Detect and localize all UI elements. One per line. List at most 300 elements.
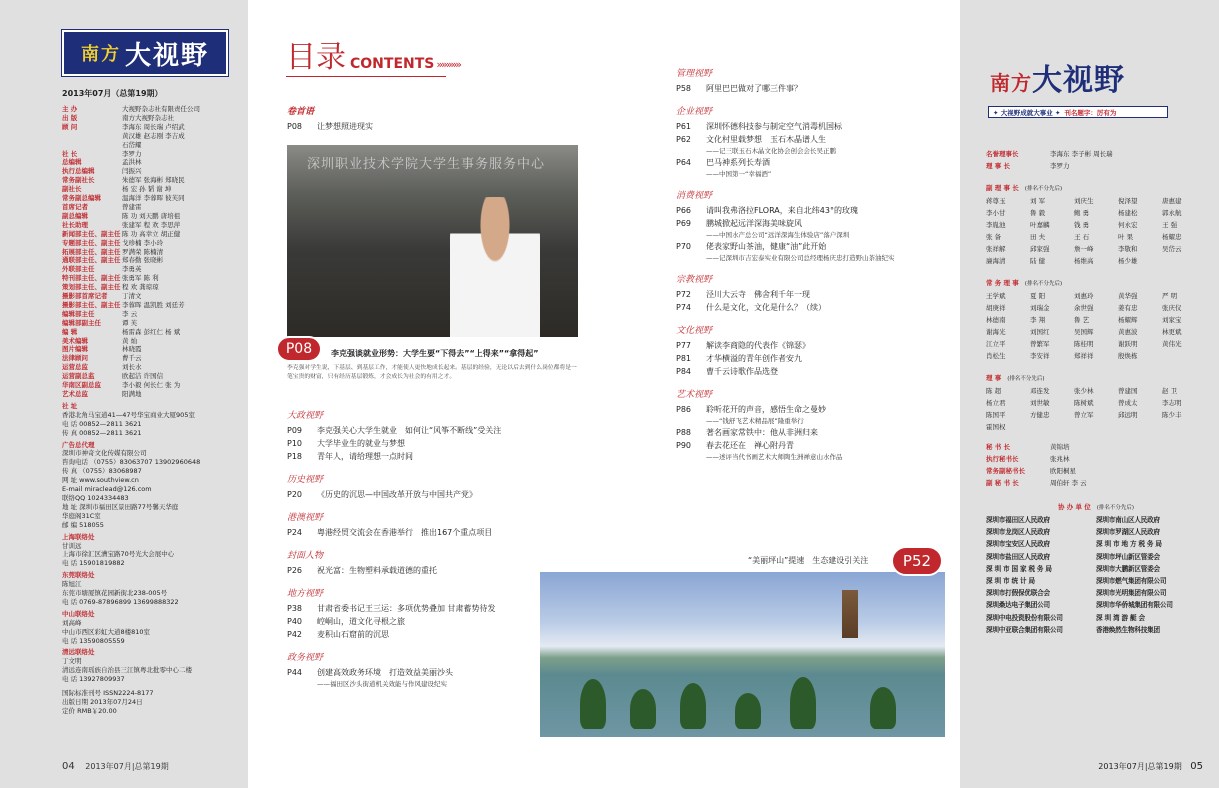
liaison-line: 电 话 0769-87896899 13699888322	[62, 597, 179, 606]
photo-caption-title: 李克强谈就业形势：大学生要“下得去”“上得来”“拿得起”	[331, 349, 539, 358]
member-name: 蒋尊玉	[986, 197, 1006, 205]
masthead-row	[62, 167, 242, 176]
page-ref: P40	[287, 617, 303, 626]
council-names: 张兆林	[1050, 455, 1070, 463]
council-role: 常务副秘书长	[986, 467, 1025, 475]
right-logo	[990, 55, 1125, 99]
member-name: 李小甘	[986, 209, 1006, 217]
masthead-names: 李勇英	[122, 265, 142, 274]
page-badge-p52[interactable]: P52	[891, 546, 943, 576]
masthead-row	[62, 354, 242, 363]
masthead-row	[62, 230, 242, 239]
article-title: 巴马神系列长寿酒	[706, 158, 770, 167]
co-organizer: 深圳市宝安区人民政府	[986, 540, 1050, 549]
masthead-row	[62, 194, 242, 203]
masthead-row	[62, 390, 242, 399]
page-ref: P08	[287, 122, 303, 131]
masthead-names: 朱德军 张海彬 郑晓民	[122, 176, 185, 185]
liaison-line: 上海市徐汇区漕宝路70号光大会展中心	[62, 550, 175, 559]
member-name: 鲍 勇	[1074, 209, 1090, 217]
masthead-role: 策划部主任、副主任	[62, 283, 121, 292]
section-heading: 宗教视野	[676, 275, 713, 285]
ad-agent-line: 咨询电话 （0755）83063707 13902960648	[62, 458, 201, 467]
left-page-issue: 2013年07月|总第19期	[85, 762, 169, 771]
article-title: 青年人，请给理想一点时间	[317, 452, 413, 461]
masthead-row	[62, 150, 242, 159]
masthead-row	[62, 372, 242, 381]
right-logo-text: 大视野	[1032, 63, 1125, 98]
masthead-names: 阳满地	[122, 390, 142, 398]
council-group-title	[986, 372, 1206, 385]
co-organizer: 深圳市打假保优联合会	[986, 589, 1050, 598]
co-organizer: 深圳桑达电子集团公司	[986, 601, 1050, 610]
co-organizer: 深圳市罗湖区人民政府	[1096, 528, 1160, 537]
masthead-names: 曾建雷	[122, 202, 142, 211]
member-name: 曾繁军	[1030, 340, 1050, 348]
contents-title-en: CONTENTS	[350, 56, 435, 72]
page-ref: P64	[676, 158, 692, 167]
contents-item[interactable]	[676, 439, 956, 452]
masthead-role: 华南区副总监	[62, 381, 101, 390]
council-role: 执行秘书长	[986, 455, 1019, 463]
member-name: 吴国辉	[1074, 328, 1094, 336]
member-name: 邱远明	[1118, 411, 1138, 419]
name-grid	[986, 195, 1206, 267]
co-organizer: 深圳中电投资股份有限公司	[986, 613, 1063, 622]
page-ref: P69	[676, 219, 692, 228]
masthead-role: 外联部主任	[62, 265, 95, 274]
masthead-names: 大视野杂志社有限责任公司	[122, 105, 200, 113]
tree	[580, 679, 606, 729]
masthead-role: 特刊部主任、副主任	[62, 274, 121, 283]
masthead-names: 郑春勤 张晓彬	[122, 256, 164, 265]
article-title: 解读李商隐的代表作《锦瑟》	[706, 341, 810, 350]
article-subtitle: ——中国第一“幸福酒”	[706, 170, 772, 178]
council-group-title	[986, 182, 1206, 195]
article-title: 麦积山石窟前的沉思	[317, 630, 389, 639]
liaison-line: 电 话 13590805559	[62, 636, 125, 645]
masthead-role: 法律顾问	[62, 354, 88, 363]
article-title: 鹏城掀起远洋深海美味旋风	[706, 219, 802, 228]
masthead-names: 刘长水	[122, 363, 142, 372]
masthead-names: 李小毅 何长仁 张 为	[122, 381, 181, 390]
page-ref: P66	[676, 206, 692, 215]
member-name: 胡庚祥	[986, 304, 1006, 312]
member-name: 张少林	[1074, 387, 1094, 395]
masthead-names: 黄 灿	[122, 336, 138, 345]
member-name: 陈 超	[986, 387, 1002, 395]
article-title: 《历史的沉思—中国改革开放与中国共产党》	[317, 490, 477, 499]
logo-mark: 南方	[80, 44, 121, 65]
member-name: 陈树斌	[1074, 399, 1094, 407]
masthead-names: 李蓉晖 温凯胜 刘廷芳	[122, 300, 185, 309]
section-heading: 消费视野	[676, 191, 713, 201]
contents-item[interactable]	[676, 426, 956, 439]
masthead-role: 社 长	[62, 149, 78, 158]
member-name: 邱家强	[1030, 245, 1050, 253]
slogan-text: ✦ 大视野成就大事业 ✦	[993, 108, 1061, 117]
masthead-names: 林晓霞	[122, 345, 142, 354]
ad-agent-line: 联络QQ 1024334483	[62, 493, 129, 502]
member-name: 张庆仪	[1162, 304, 1182, 312]
masthead-role: 通联部主任、副主任	[62, 256, 121, 265]
page-ref: P88	[676, 428, 692, 437]
masthead-role: 艺术总监	[62, 390, 88, 398]
masthead-names: 张勇军 陈 利	[122, 274, 159, 283]
masthead-role: 执行总编辑	[62, 167, 95, 176]
liaison-title: 东莞联络处	[62, 571, 95, 580]
contents-item[interactable]	[287, 424, 587, 437]
council-names: 周伯轩 李 云	[1050, 479, 1087, 487]
right-page	[960, 0, 1219, 788]
masthead-role: 运营副总监	[62, 372, 95, 381]
member-name: 邓连发	[1030, 387, 1050, 395]
member-name: 张 备	[986, 233, 1002, 241]
contents-item[interactable]	[287, 450, 587, 463]
left-page	[0, 0, 248, 788]
council-row	[986, 477, 1206, 489]
member-name: 曾建国	[1118, 387, 1138, 395]
co-organizer: 深圳市龙岗区人民政府	[986, 528, 1050, 537]
council-row	[986, 160, 1206, 172]
group-title: 常 务 理 事	[986, 279, 1019, 287]
liaison-line: 清远连南瑶族自治县三江镇粤北批零中心二楼	[62, 666, 192, 675]
council-names: 欧阳桐星	[1050, 467, 1076, 475]
masthead-role: 常务副总编辑	[62, 194, 101, 203]
masthead-names: 罗满荣 陈楠清	[122, 247, 164, 256]
council-row	[986, 441, 1206, 453]
contents-item[interactable]	[676, 133, 956, 146]
member-name: 王 石	[1074, 233, 1090, 241]
masthead-names: 南方大视野杂志社	[122, 113, 174, 122]
masthead-names: 杨 宏 孙 韬 谢 坤	[122, 185, 172, 194]
masthead-role: 摄影部主任、副主任	[62, 300, 121, 309]
liaison-line: 丁文明	[62, 657, 82, 666]
member-name: 叶嘉麟	[1030, 221, 1050, 229]
name-grid	[986, 290, 1206, 362]
member-name: 刘国红	[1030, 328, 1050, 336]
member-name: 谢海光	[986, 328, 1006, 336]
contents-item[interactable]	[676, 204, 956, 217]
section-heading: 企业视野	[676, 107, 713, 117]
ad-agent-line: 邮 编 518055	[62, 520, 104, 529]
masthead-row	[62, 274, 242, 283]
member-name: 李敬和	[1118, 245, 1138, 253]
masthead-names: 张建军 程 欢 李思萍	[122, 220, 181, 229]
group-note: (排名不分先后)	[1024, 281, 1063, 287]
masthead-row	[62, 283, 242, 292]
masthead-row	[62, 105, 242, 114]
right-page-footer	[1098, 761, 1203, 772]
member-name: 廉海清	[986, 257, 1006, 265]
member-name: 刘惠玲	[1074, 292, 1094, 300]
council-names: 李罗力	[1050, 162, 1070, 170]
liaison-title: 清远联络处	[62, 648, 95, 657]
co-organizer: 深 圳 湾 游 艇 会	[1096, 613, 1145, 622]
issue-label: 2013年07月（总第19期）	[62, 89, 163, 98]
masthead-names: 杨雷森 彭红仁 杨 斌	[122, 327, 181, 336]
ad-agent-line: 地 址 深圳市福田区景田路77号馨天华庭	[62, 502, 179, 511]
member-name: 曾成太	[1118, 399, 1138, 407]
masthead-role: 顾 问	[62, 122, 78, 131]
council-names: 李海东 李子彬 周长瑞	[1050, 150, 1113, 158]
arrows-icon: »»»»»	[436, 58, 461, 71]
page-ref: P62	[676, 135, 692, 144]
masthead-role: 副社长	[62, 185, 82, 194]
council-row	[986, 453, 1206, 465]
member-name: 杨耀忠	[1162, 233, 1182, 241]
masthead-role: 摄影部首席记者	[62, 292, 108, 301]
co-note: (排名不分先后)	[1096, 505, 1135, 511]
co-organizer: 深圳市坪山新区管委会	[1096, 552, 1160, 561]
publication-info: 定价 RMB￥20.00	[62, 706, 117, 715]
contents-item[interactable]	[676, 365, 956, 378]
member-name: 张祥解	[986, 245, 1006, 253]
co-organizer: 深圳市盐田区人民政府	[986, 552, 1050, 561]
liaison-title: 上海联络处	[62, 532, 95, 541]
masthead-role: 编辑部副主任	[62, 318, 101, 327]
address-line: 香港北角马宝道41—47号华宝商业大厦905室	[62, 410, 195, 419]
tree	[870, 687, 896, 729]
right-page-issue: 2013年07月|总第19期	[1098, 762, 1182, 771]
article-subtitle: ——“钱舒飞艺术精品展”隆重举行	[706, 417, 804, 425]
co-organizer: 深圳市南山区人民政府	[1096, 516, 1160, 524]
co-organizer: 深圳市大鹏新区管委会	[1096, 564, 1160, 573]
masthead-role	[62, 141, 122, 150]
masthead-names: 李海东 周长瑞 卢绍武	[122, 122, 185, 131]
page-ref: P24	[287, 528, 303, 537]
co-organizer: 深圳市福田区人民政府	[986, 516, 1050, 524]
member-name: 刘庆生	[1074, 197, 1094, 205]
masthead-names: 欧起洁 许国信	[122, 372, 164, 381]
member-name: 余世强	[1074, 304, 1094, 312]
article-title: 创建高效政务环境 打造效益美丽沙头	[317, 668, 453, 677]
liaison-line: 甘训远	[62, 541, 82, 550]
contents-item[interactable]	[676, 156, 956, 169]
member-name: 姜有忠	[1118, 304, 1138, 312]
member-name: 鲁 艺	[1074, 316, 1090, 324]
masthead-names: 陈 功 高幸立 胡正健	[122, 229, 181, 238]
article-title: 祝光富：生物塑料承载道德的重托	[317, 566, 437, 575]
member-name: 郑祥祥	[1074, 352, 1094, 360]
contents-item[interactable]	[287, 437, 587, 450]
logo-text: 大视野	[124, 40, 209, 71]
article-subtitle: ——中国水产总公司“远洋深海生体验店”落户深圳	[706, 231, 850, 239]
contents-item[interactable]	[676, 288, 956, 301]
member-name: 杨维高	[1074, 257, 1094, 265]
masthead-role: 主 办	[62, 105, 78, 113]
contents-item[interactable]	[676, 82, 956, 95]
liaison-line: 电 话 15901819882	[62, 559, 125, 568]
masthead-row	[62, 185, 242, 194]
masthead-row	[62, 176, 242, 185]
page-ref: P10	[287, 439, 303, 448]
masthead-row	[62, 345, 242, 354]
masthead-role: 常务副社长	[62, 176, 95, 185]
member-name: 江立平	[986, 340, 1006, 348]
page-ref: P38	[287, 604, 303, 613]
page-ref: P70	[676, 242, 692, 251]
member-name: 肖松生	[986, 352, 1006, 360]
member-name: 陈桂明	[1074, 340, 1094, 348]
masthead-names: 陈 功 刘天鹏 唐培祖	[122, 211, 181, 220]
landscape-photo-pingshan	[540, 572, 945, 737]
member-name: 钱 勇	[1074, 221, 1090, 229]
article-title: 才华横溢的青年创作者安九	[706, 354, 802, 363]
masthead-role: 首席记者	[62, 202, 88, 211]
masthead-role: 编 辑	[62, 327, 78, 336]
member-name: 曾立军	[1074, 411, 1094, 419]
magazine-logo	[62, 30, 228, 76]
member-name: 黄伟光	[1162, 340, 1182, 348]
masthead-names: 温海洋 李蓉晖 彼芙同	[122, 194, 185, 203]
page-badge-p08[interactable]: P08	[276, 336, 322, 362]
right-page-number: 05	[1190, 761, 1203, 772]
masthead-role: 拓展部主任、副主任	[62, 247, 121, 256]
masthead-row	[62, 141, 242, 150]
member-name: 赵 卫	[1162, 387, 1178, 395]
member-name: 何永宏	[1118, 221, 1138, 229]
article-subtitle: ——福田区沙头街道机关效能与作风建设纪实	[317, 680, 447, 688]
member-name: 李志明	[1162, 399, 1182, 407]
title-rule	[286, 76, 446, 77]
co-organizer: 深圳市燃气集团有限公司	[1096, 577, 1167, 586]
contents-item[interactable]	[287, 120, 587, 133]
section-heading: 历史视野	[287, 475, 324, 485]
section-heading: 艺术视野	[676, 390, 713, 400]
section-heading: 港澳视野	[287, 513, 324, 523]
masthead-names: 李罗力	[122, 149, 142, 158]
tree	[680, 683, 706, 729]
masthead-role: 社长助理	[62, 220, 88, 229]
section-heading: 管理视野	[676, 69, 713, 79]
contents-item[interactable]	[676, 217, 956, 230]
page-ref: P58	[676, 84, 692, 93]
section-heading: 卷首语	[287, 107, 315, 117]
member-name: 黄华强	[1118, 292, 1138, 300]
masthead-names: 孟洪林	[122, 158, 142, 167]
article-title: 李克强关心大学生就业 如何让“风筝不断线”受关注	[317, 426, 502, 435]
ad-agent-line: 深圳市神奇文化传媒有限公司	[62, 449, 147, 458]
page-ref: P20	[287, 490, 303, 499]
member-name: 方健忠	[1030, 411, 1050, 419]
member-name: 陈少丰	[1162, 411, 1182, 419]
co-organizer: 深圳市华侨城集团有限公司	[1096, 601, 1173, 610]
contents-item[interactable]	[676, 120, 956, 133]
page-ref: P42	[287, 630, 303, 639]
member-name: 刘 军	[1030, 197, 1046, 205]
contents-item[interactable]	[676, 403, 956, 416]
article-title: 阿里巴巴做对了哪三件事？	[706, 84, 802, 93]
section-heading: 大政视野	[287, 411, 324, 421]
contents-item[interactable]	[287, 488, 587, 501]
tree	[630, 689, 656, 729]
section-heading: 政务视野	[287, 653, 324, 663]
page-ref: P81	[676, 354, 692, 363]
co-organizer: 深 圳 市 国 家 税 务 局	[986, 564, 1052, 573]
article-title: 深圳怀德科技参与制定空气消毒机国标	[706, 122, 842, 131]
council-role: 秘 书 长	[986, 443, 1011, 451]
preface-section	[287, 104, 587, 133]
masthead-row	[62, 239, 242, 248]
page-ref: P44	[287, 668, 303, 677]
page-ref: P09	[287, 426, 303, 435]
masthead-role: 新闻部主任、副主任	[62, 229, 121, 238]
masthead-names: 李 云	[122, 309, 138, 318]
member-name: 陆 健	[1030, 257, 1046, 265]
address-line: 传 真 00852—2811 3621	[62, 428, 142, 437]
member-name: 殷焕栋	[1118, 352, 1138, 360]
masthead-names: 程 欢 龚琼琼	[122, 283, 159, 292]
masthead-row	[62, 381, 242, 390]
photo2-caption: “美丽坪山”提速 生态建设引关注	[748, 556, 869, 565]
left-page-number: 04	[62, 761, 75, 772]
contents-page	[248, 0, 960, 788]
article-title: 让梦想照进现实	[317, 122, 373, 131]
masthead-row	[62, 123, 242, 132]
group-title: 理 事	[986, 374, 1002, 382]
council-role: 名誉理事长	[986, 150, 1019, 158]
contents-item[interactable]	[676, 339, 956, 352]
masthead-role: 副总编辑	[62, 211, 88, 220]
article-title: 文化村里载梦想 玉石木晶谱人生	[706, 135, 826, 144]
left-page-footer	[62, 761, 169, 772]
contents-item[interactable]	[676, 301, 956, 314]
article-title: 著名画家常铁中：他从非洲归来	[706, 428, 818, 437]
section-heading: 文化视野	[676, 326, 713, 336]
co-title-row	[986, 501, 1206, 514]
masthead-row	[62, 114, 242, 123]
masthead-names: 丁清文	[122, 292, 142, 301]
council-row	[986, 465, 1206, 477]
tree	[735, 693, 761, 729]
member-name: 杨建松	[1118, 209, 1138, 217]
masthead-row	[62, 328, 242, 337]
publication-info: 出版日期 2013年07月24日	[62, 698, 143, 706]
co-organizer: 深 圳 市 统 计 局	[986, 577, 1035, 586]
ad-agent-line: 网 址 www.southview.cn	[62, 476, 139, 485]
masthead-role: 总编辑	[62, 158, 82, 167]
co-title: 协 办 单 位	[1057, 503, 1091, 511]
masthead-role: 专题部主任、副主任	[62, 238, 121, 247]
contents-item[interactable]	[676, 352, 956, 365]
co-organizer: 深圳市光明集团有限公司	[1096, 589, 1167, 598]
council-role: 副 秘 书 长	[986, 479, 1019, 487]
member-name: 陈国平	[986, 411, 1006, 419]
group-note: (排名不分先后)	[1007, 376, 1045, 382]
masthead-row	[62, 301, 242, 310]
slogan-bar	[988, 106, 1168, 118]
article-title: 什么是文化，文化是什么？（续）	[706, 303, 826, 312]
council-group-title	[986, 277, 1206, 290]
group-note: (排名不分先后)	[1024, 186, 1063, 192]
council-row	[986, 148, 1206, 160]
article-subtitle: ——记深圳市吉宏泰实业有限公司总经理杨庆忠打造野山茶油纪实	[706, 254, 895, 262]
spacer	[986, 433, 1206, 441]
photo-caption-body: 李克强对学生说，下基层、到基层工作，才能使人更快地成长起来。基层的经验，无论以后去到什么岗位都将是一笔宝贵的财富，只有经历基层锻炼，才会成长为社会的有用之才。	[287, 365, 577, 380]
contents-item[interactable]	[676, 240, 956, 253]
page-ref: P18	[287, 452, 303, 461]
masthead-row	[62, 203, 242, 212]
ad-agent-line: 传 真 （0755）83068987	[62, 467, 142, 476]
photo-sign-text: 深圳职业技术学院大学生事务服务中心	[307, 157, 546, 172]
contents-item[interactable]	[287, 526, 587, 539]
masthead-names: 谭 芙	[122, 318, 138, 327]
council-names: 黄锦培	[1050, 443, 1070, 451]
article-subtitle: ——记三联玉石木晶文化协会创会会长吴正鹏	[706, 147, 836, 155]
contents-title-zh: 目录	[286, 40, 346, 75]
article-title: 甘肃省委书记王三运：多项优势叠加 甘肃蓄势待发	[317, 604, 496, 613]
